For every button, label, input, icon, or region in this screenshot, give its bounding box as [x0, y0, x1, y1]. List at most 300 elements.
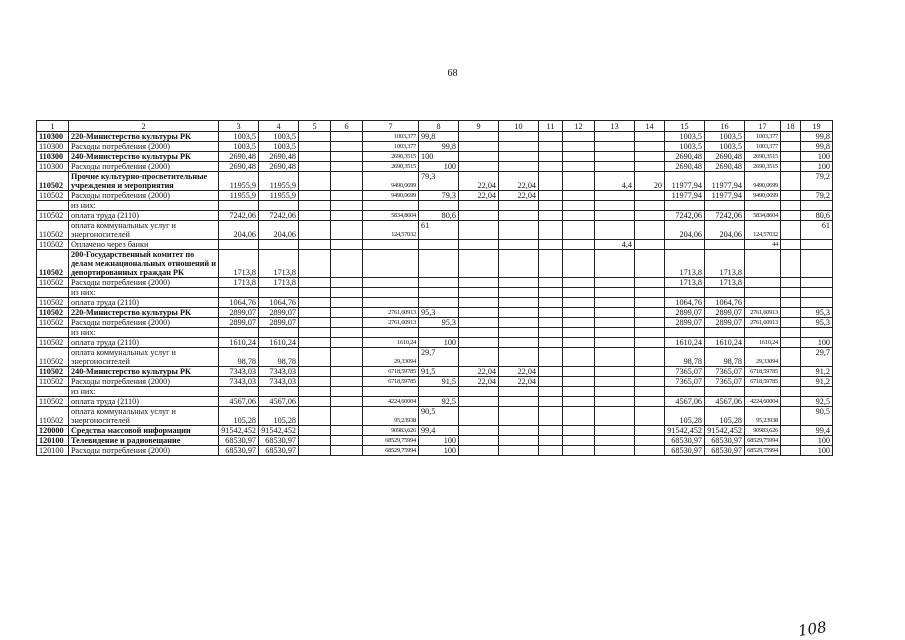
row-name: Прочие культурно-просветительные учреждения и мероприятия	[69, 172, 219, 191]
cell-col-7	[363, 328, 419, 338]
cell-col-12	[563, 367, 595, 377]
cell-col-15: 11977,94	[665, 191, 705, 201]
cell-col-19: 79,2	[801, 172, 833, 191]
cell-col-13	[595, 387, 635, 397]
cell-col-9	[459, 308, 499, 318]
cell-col-4: 1003,5	[259, 132, 299, 142]
cell-col-15: 91542,452	[665, 426, 705, 436]
table-row	[37, 436, 833, 446]
cell-col-12	[563, 318, 595, 328]
cell-col-12	[563, 142, 595, 152]
cell-col-14	[635, 387, 665, 397]
cell-col-5	[299, 211, 331, 221]
cell-col-14	[635, 426, 665, 436]
cell-col-9	[459, 328, 499, 338]
cell-col-17: 68529,75994	[745, 436, 781, 446]
column-number-18: 18	[781, 121, 801, 132]
cell-col-19	[801, 240, 833, 250]
cell-col-19: 29,7	[801, 348, 833, 367]
cell-col-13	[595, 426, 635, 436]
cell-col-8: 61	[419, 221, 459, 240]
cell-col-17: 2761,60913	[745, 318, 781, 328]
row-name: Средства массовой информации	[69, 426, 219, 436]
cell-col-14	[635, 221, 665, 240]
cell-col-17: 1610,24	[745, 338, 781, 348]
row-code: 120000	[37, 426, 69, 436]
cell-col-10	[499, 142, 539, 152]
cell-col-15: 2690,48	[665, 152, 705, 162]
cell-col-19: 92,5	[801, 397, 833, 407]
cell-col-16: 7365,07	[705, 367, 745, 377]
cell-col-16: 1610,24	[705, 338, 745, 348]
cell-col-10: 22,04	[499, 172, 539, 191]
cell-col-11	[539, 407, 563, 426]
cell-col-13	[595, 436, 635, 446]
cell-col-17: 95,23938	[745, 407, 781, 426]
cell-col-17: 9490,0699	[745, 172, 781, 191]
cell-col-17	[745, 250, 781, 278]
cell-col-8: 80,6	[419, 211, 459, 221]
cell-col-19: 99,4	[801, 426, 833, 436]
cell-col-18	[781, 367, 801, 377]
cell-col-14	[635, 211, 665, 221]
cell-col-17: 6718,59785	[745, 367, 781, 377]
cell-col-12	[563, 377, 595, 387]
cell-col-17: 44	[745, 240, 781, 250]
cell-col-3: 2899,07	[219, 318, 259, 328]
row-code: 110502	[37, 298, 69, 308]
row-code: 110502	[37, 250, 69, 278]
cell-col-11	[539, 446, 563, 456]
cell-col-15	[665, 201, 705, 211]
cell-col-7: 6718,59785	[363, 377, 419, 387]
cell-col-10	[499, 250, 539, 278]
cell-col-17	[745, 278, 781, 288]
cell-col-6	[331, 221, 363, 240]
cell-col-12	[563, 397, 595, 407]
cell-col-17: 2761,60913	[745, 308, 781, 318]
cell-col-13	[595, 250, 635, 278]
cell-col-4: 1003,5	[259, 142, 299, 152]
cell-col-13	[595, 211, 635, 221]
table-row	[37, 191, 833, 201]
cell-col-13	[595, 377, 635, 387]
cell-col-12	[563, 250, 595, 278]
cell-col-6	[331, 338, 363, 348]
cell-col-15: 1064,76	[665, 298, 705, 308]
cell-col-5	[299, 377, 331, 387]
cell-col-4	[259, 288, 299, 298]
cell-col-14	[635, 367, 665, 377]
cell-col-6	[331, 436, 363, 446]
row-name: 240-Министерство культуры РК	[69, 367, 219, 377]
cell-col-3	[219, 240, 259, 250]
cell-col-14	[635, 240, 665, 250]
cell-col-3: 68530,97	[219, 446, 259, 456]
cell-col-19	[801, 298, 833, 308]
cell-col-4: 2899,07	[259, 318, 299, 328]
column-number-4: 4	[259, 121, 299, 132]
cell-col-15: 7365,07	[665, 377, 705, 387]
row-name: Телевидение и радиовещание	[69, 436, 219, 446]
cell-col-12	[563, 240, 595, 250]
cell-col-16: 11977,94	[705, 172, 745, 191]
cell-col-6	[331, 288, 363, 298]
cell-col-11	[539, 132, 563, 142]
cell-col-8	[419, 288, 459, 298]
cell-col-4: 1610,24	[259, 338, 299, 348]
cell-col-6	[331, 191, 363, 201]
cell-col-12	[563, 211, 595, 221]
cell-col-13	[595, 191, 635, 201]
cell-col-4: 7343,03	[259, 377, 299, 387]
cell-col-11	[539, 367, 563, 377]
cell-col-12	[563, 436, 595, 446]
cell-col-14	[635, 348, 665, 367]
row-name: оплата труда (2110)	[69, 298, 219, 308]
cell-col-4: 1713,8	[259, 278, 299, 288]
cell-col-10	[499, 162, 539, 172]
cell-col-19: 95,3	[801, 318, 833, 328]
cell-col-4: 11955,9	[259, 172, 299, 191]
cell-col-3: 1003,5	[219, 142, 259, 152]
cell-col-16: 98,78	[705, 348, 745, 367]
cell-col-7	[363, 201, 419, 211]
cell-col-11	[539, 278, 563, 288]
cell-col-3: 1713,8	[219, 250, 259, 278]
row-code: 110300	[37, 162, 69, 172]
cell-col-3: 11955,9	[219, 172, 259, 191]
cell-col-9	[459, 221, 499, 240]
cell-col-10	[499, 298, 539, 308]
row-code: 110502	[37, 308, 69, 318]
cell-col-12	[563, 308, 595, 318]
cell-col-7: 9490,0699	[363, 191, 419, 201]
row-code: 110502	[37, 367, 69, 377]
cell-col-8: 100	[419, 338, 459, 348]
cell-col-18	[781, 142, 801, 152]
cell-col-5	[299, 387, 331, 397]
column-number-1: 1	[37, 121, 69, 132]
cell-col-4	[259, 387, 299, 397]
cell-col-16: 7365,07	[705, 377, 745, 387]
cell-col-14	[635, 338, 665, 348]
cell-col-7	[363, 387, 419, 397]
cell-col-4: 2690,48	[259, 152, 299, 162]
row-name: оплата труда (2110)	[69, 397, 219, 407]
cell-col-10: 22,04	[499, 377, 539, 387]
cell-col-17	[745, 298, 781, 308]
cell-col-3: 11955,9	[219, 191, 259, 201]
cell-col-18	[781, 328, 801, 338]
cell-col-19: 100	[801, 152, 833, 162]
cell-col-11	[539, 328, 563, 338]
cell-col-18	[781, 318, 801, 328]
cell-col-5	[299, 191, 331, 201]
cell-col-13	[595, 308, 635, 318]
cell-col-6	[331, 397, 363, 407]
cell-col-3: 2690,48	[219, 152, 259, 162]
cell-col-12	[563, 278, 595, 288]
cell-col-19: 99,8	[801, 132, 833, 142]
cell-col-15: 4567,06	[665, 397, 705, 407]
cell-col-12	[563, 221, 595, 240]
cell-col-7: 2761,60913	[363, 308, 419, 318]
row-code: 110502	[37, 348, 69, 367]
cell-col-13	[595, 278, 635, 288]
table-row	[37, 142, 833, 152]
column-number-8: 8	[419, 121, 459, 132]
cell-col-6	[331, 387, 363, 397]
cell-col-8: 100	[419, 152, 459, 162]
cell-col-12	[563, 132, 595, 142]
cell-col-14	[635, 397, 665, 407]
cell-col-6	[331, 240, 363, 250]
table-row	[37, 298, 833, 308]
cell-col-5	[299, 240, 331, 250]
cell-col-5	[299, 162, 331, 172]
cell-col-19: 100	[801, 446, 833, 456]
cell-col-18	[781, 308, 801, 318]
row-name: Расходы потребления (2000)	[69, 446, 219, 456]
column-number-row	[37, 121, 833, 132]
table-row	[37, 308, 833, 318]
cell-col-16: 204,06	[705, 221, 745, 240]
cell-col-13	[595, 298, 635, 308]
cell-col-10	[499, 436, 539, 446]
cell-col-10: 22,04	[499, 367, 539, 377]
cell-col-4: 91542,452	[259, 426, 299, 436]
column-number-6: 6	[331, 121, 363, 132]
cell-col-9	[459, 387, 499, 397]
cell-col-4: 68530,97	[259, 446, 299, 456]
cell-col-13	[595, 132, 635, 142]
cell-col-12	[563, 201, 595, 211]
table-row	[37, 288, 833, 298]
cell-col-11	[539, 338, 563, 348]
cell-col-5	[299, 407, 331, 426]
page-number: 68	[447, 68, 458, 79]
cell-col-8: 99,4	[419, 426, 459, 436]
cell-col-13	[595, 407, 635, 426]
cell-col-13	[595, 288, 635, 298]
cell-col-5	[299, 201, 331, 211]
cell-col-5	[299, 142, 331, 152]
cell-col-6	[331, 132, 363, 142]
cell-col-11	[539, 191, 563, 201]
cell-col-16: 68530,97	[705, 436, 745, 446]
cell-col-11	[539, 308, 563, 318]
cell-col-3	[219, 288, 259, 298]
row-code: 110502	[37, 278, 69, 288]
cell-col-16: 2899,07	[705, 318, 745, 328]
table-row	[37, 328, 833, 338]
cell-col-6	[331, 367, 363, 377]
cell-col-4: 105,28	[259, 407, 299, 426]
cell-col-19: 91,2	[801, 377, 833, 387]
cell-col-4: 98,78	[259, 348, 299, 367]
cell-col-5	[299, 397, 331, 407]
cell-col-8: 92,5	[419, 397, 459, 407]
cell-col-16: 91542,452	[705, 426, 745, 436]
cell-col-18	[781, 397, 801, 407]
cell-col-16	[705, 201, 745, 211]
row-code: 120100	[37, 436, 69, 446]
cell-col-18	[781, 426, 801, 436]
cell-col-4: 1064,76	[259, 298, 299, 308]
cell-col-8	[419, 278, 459, 288]
cell-col-8: 79,3	[419, 191, 459, 201]
cell-col-10	[499, 152, 539, 162]
cell-col-5	[299, 172, 331, 191]
cell-col-16: 7242,06	[705, 211, 745, 221]
cell-col-11	[539, 221, 563, 240]
column-number-14: 14	[635, 121, 665, 132]
cell-col-5	[299, 348, 331, 367]
cell-col-13	[595, 338, 635, 348]
cell-col-3: 2899,07	[219, 308, 259, 318]
cell-col-13	[595, 397, 635, 407]
cell-col-17: 124,57032	[745, 221, 781, 240]
cell-col-19	[801, 250, 833, 278]
cell-col-15: 2899,07	[665, 308, 705, 318]
cell-col-14	[635, 318, 665, 328]
row-name: Оплачено через банки	[69, 240, 219, 250]
cell-col-5	[299, 250, 331, 278]
cell-col-7: 2690,3515	[363, 152, 419, 162]
cell-col-18	[781, 407, 801, 426]
cell-col-5	[299, 446, 331, 456]
cell-col-7: 90983,626	[363, 426, 419, 436]
cell-col-9: 22,04	[459, 172, 499, 191]
cell-col-18	[781, 172, 801, 191]
cell-col-11	[539, 436, 563, 446]
cell-col-13: 4,4	[595, 240, 635, 250]
cell-col-10	[499, 201, 539, 211]
row-name: Расходы потребления (2000)	[69, 377, 219, 387]
cell-col-9	[459, 338, 499, 348]
cell-col-16	[705, 240, 745, 250]
cell-col-9	[459, 298, 499, 308]
cell-col-9	[459, 162, 499, 172]
cell-col-14	[635, 162, 665, 172]
cell-col-8: 90,5	[419, 407, 459, 426]
cell-col-10	[499, 397, 539, 407]
cell-col-7: 9490,0699	[363, 172, 419, 191]
cell-col-14	[635, 328, 665, 338]
cell-col-11	[539, 377, 563, 387]
table-row	[37, 152, 833, 162]
cell-col-17: 2690,3515	[745, 152, 781, 162]
cell-col-17: 5834,8604	[745, 211, 781, 221]
cell-col-13	[595, 162, 635, 172]
row-code: 110502	[37, 172, 69, 191]
cell-col-9: 22,04	[459, 367, 499, 377]
cell-col-8	[419, 250, 459, 278]
table-row	[37, 377, 833, 387]
cell-col-15	[665, 240, 705, 250]
cell-col-11	[539, 288, 563, 298]
cell-col-16: 105,28	[705, 407, 745, 426]
cell-col-8: 95,3	[419, 318, 459, 328]
cell-col-11	[539, 250, 563, 278]
cell-col-8	[419, 298, 459, 308]
cell-col-6	[331, 142, 363, 152]
cell-col-9	[459, 211, 499, 221]
cell-col-12	[563, 338, 595, 348]
cell-col-19: 100	[801, 162, 833, 172]
cell-col-10	[499, 308, 539, 318]
cell-col-3: 7242,06	[219, 211, 259, 221]
cell-col-4	[259, 240, 299, 250]
cell-col-3: 105,28	[219, 407, 259, 426]
cell-col-11	[539, 152, 563, 162]
column-number-13: 13	[595, 121, 635, 132]
cell-col-13	[595, 201, 635, 211]
table-row	[37, 348, 833, 367]
cell-col-13	[595, 318, 635, 328]
cell-col-9	[459, 426, 499, 436]
cell-col-7: 1610,24	[363, 338, 419, 348]
cell-col-18	[781, 288, 801, 298]
cell-col-10	[499, 240, 539, 250]
cell-col-19	[801, 201, 833, 211]
column-number-5: 5	[299, 121, 331, 132]
cell-col-15: 1713,8	[665, 250, 705, 278]
cell-col-9	[459, 407, 499, 426]
column-number-16: 16	[705, 121, 745, 132]
cell-col-19: 100	[801, 436, 833, 446]
cell-col-11	[539, 162, 563, 172]
row-code	[37, 328, 69, 338]
cell-col-18	[781, 250, 801, 278]
cell-col-3: 1610,24	[219, 338, 259, 348]
row-code	[37, 288, 69, 298]
cell-col-6	[331, 211, 363, 221]
cell-col-18	[781, 132, 801, 142]
cell-col-19: 100	[801, 338, 833, 348]
cell-col-12	[563, 328, 595, 338]
row-code: 110300	[37, 132, 69, 142]
cell-col-10	[499, 348, 539, 367]
cell-col-13	[595, 446, 635, 456]
row-name: из них:	[69, 201, 219, 211]
cell-col-18	[781, 152, 801, 162]
cell-col-8: 95,3	[419, 308, 459, 318]
cell-col-7: 5834,8604	[363, 211, 419, 221]
cell-col-5	[299, 298, 331, 308]
cell-col-14	[635, 132, 665, 142]
cell-col-10	[499, 387, 539, 397]
cell-col-6	[331, 328, 363, 338]
cell-col-4: 11955,9	[259, 191, 299, 201]
row-code: 110502	[37, 211, 69, 221]
cell-col-10: 22,04	[499, 191, 539, 201]
cell-col-7	[363, 250, 419, 278]
cell-col-14	[635, 142, 665, 152]
row-name: оплата труда (2110)	[69, 338, 219, 348]
cell-col-7: 95,23938	[363, 407, 419, 426]
cell-col-17: 6718,59785	[745, 377, 781, 387]
cell-col-6	[331, 348, 363, 367]
row-name: из них:	[69, 387, 219, 397]
cell-col-9	[459, 142, 499, 152]
cell-col-18	[781, 446, 801, 456]
cell-col-8	[419, 328, 459, 338]
cell-col-11	[539, 318, 563, 328]
row-name: 220-Министерство культуры РК	[69, 132, 219, 142]
row-name: из них:	[69, 328, 219, 338]
